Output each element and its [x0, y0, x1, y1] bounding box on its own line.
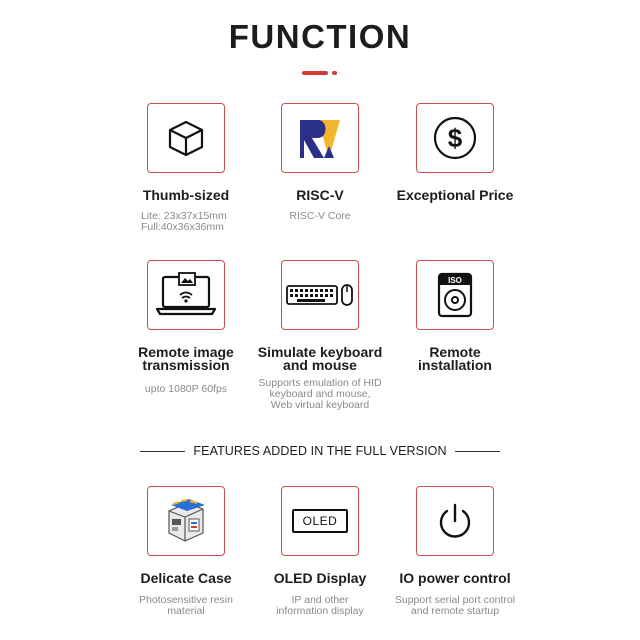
- oled-card: [281, 486, 359, 556]
- risc-v-card: [281, 103, 359, 173]
- feature-desc: Supports emulation of HID keyboard and mouse, Web virtual keyboard: [258, 377, 382, 411]
- power-card: [416, 486, 494, 556]
- full-version-divider: [140, 444, 500, 458]
- oled-icon: [292, 509, 348, 533]
- case-icon: [163, 497, 209, 545]
- laptop-wifi-icon: [155, 271, 217, 319]
- feature-label: Remote image transmission: [138, 344, 234, 373]
- page-title: FUNCTION: [228, 18, 412, 55]
- feature-label: Delicate Case: [140, 570, 232, 586]
- feature-label: IO power control: [399, 570, 511, 586]
- feature-label: OLED Display: [273, 570, 367, 586]
- divider-line-right: [455, 451, 500, 452]
- feature-label: Thumb-sized: [142, 187, 230, 203]
- accent-dot: [332, 71, 337, 75]
- remote-image-card: [147, 260, 225, 330]
- remote-install-card: [416, 260, 494, 330]
- svg-text:ISO: ISO: [448, 276, 462, 285]
- power-icon: [435, 501, 475, 541]
- feature-desc: Lite: 23x37x15mm Full:40x36x36mm: [141, 210, 227, 233]
- oled-icon-text: OLED: [302, 514, 338, 528]
- feature-desc: Photosensitive resin material: [139, 594, 233, 617]
- iso-disc-icon: [435, 271, 475, 319]
- feature-label: Remote installation: [418, 344, 492, 373]
- feature-desc: RISC-V Core: [289, 210, 351, 222]
- thumb-sized-card: [147, 103, 225, 173]
- case-card: [147, 486, 225, 556]
- divider-line-left: [140, 451, 185, 452]
- feature-label: Exceptional Price: [396, 187, 514, 203]
- feature-desc: upto 1080P 60fps: [144, 383, 228, 395]
- feature-desc: IP and other information display: [276, 594, 364, 617]
- keyboard-mouse-icon: [285, 280, 355, 310]
- full-version-heading: FEATURES ADDED IN THE FULL VERSION: [193, 444, 447, 458]
- feature-desc: Support serial port control and remote startup: [394, 594, 516, 617]
- feature-label: RISC-V: [296, 187, 344, 203]
- title-accent: [302, 71, 337, 75]
- feature-label: Simulate keyboard and mouse: [257, 344, 383, 373]
- svg-text:$: $: [447, 123, 463, 153]
- keyboard-mouse-card: [281, 260, 359, 330]
- cube-icon: [164, 116, 208, 160]
- dollar-icon: [432, 115, 478, 161]
- risc-v-logo-icon: [298, 116, 342, 160]
- price-card: [416, 103, 494, 173]
- accent-bar: [302, 71, 328, 75]
